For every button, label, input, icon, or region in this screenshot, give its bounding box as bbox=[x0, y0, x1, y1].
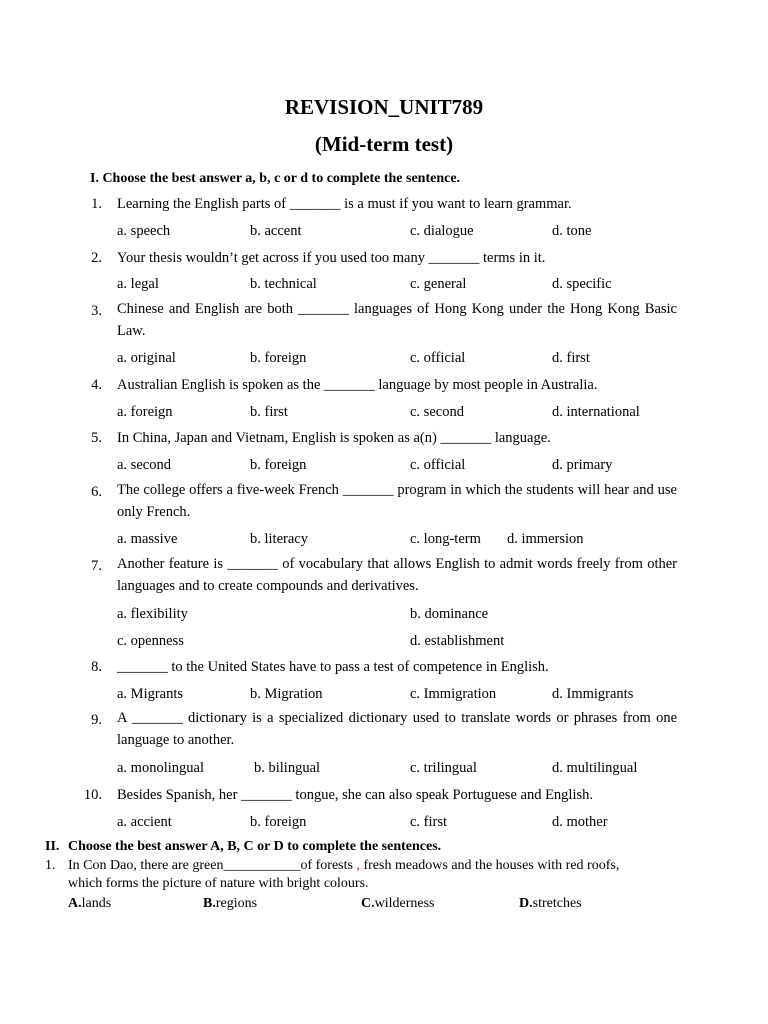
option: b. accent bbox=[250, 223, 302, 239]
question-number: 1. bbox=[45, 858, 56, 873]
option: c. Immigration bbox=[410, 686, 497, 702]
question-text: _______ to the United States have to pass a test of competence in English. bbox=[117, 659, 549, 675]
option-word: regions bbox=[215, 896, 258, 911]
section-2-number: II. bbox=[45, 839, 60, 854]
option bbox=[361, 895, 435, 913]
option: c. dialogue bbox=[410, 223, 474, 239]
question-text-line-2: which forms the picture of nature with bright colours. bbox=[68, 876, 369, 891]
question-text: Learning the English parts of _______ is a must if you want to learn grammar. bbox=[117, 196, 572, 212]
option: c. trilingual bbox=[410, 760, 477, 776]
option-word: lands bbox=[81, 896, 112, 911]
option: b. dominance bbox=[410, 606, 489, 622]
option-word: wilderness bbox=[374, 896, 435, 911]
option: d. mother bbox=[552, 814, 608, 830]
option: d. first bbox=[552, 350, 590, 366]
option-letter: C. bbox=[361, 896, 375, 911]
question-number: 4. bbox=[91, 377, 102, 393]
question-number: 3. bbox=[91, 303, 102, 319]
option: a. second bbox=[117, 457, 171, 473]
option: b. Migration bbox=[250, 686, 323, 702]
question-number: 2. bbox=[91, 250, 102, 266]
option: c. official bbox=[410, 457, 466, 473]
question-text: Your thesis wouldn’t get across if you used too many _______ terms in it. bbox=[117, 250, 546, 266]
question-text: In China, Japan and Vietnam, English is spoken as a(n) _______ language. bbox=[117, 430, 551, 446]
question-text-part: fresh meadows and the houses with red roofs, bbox=[363, 858, 620, 873]
question-number: 6. bbox=[91, 484, 102, 500]
option: a. massive bbox=[117, 531, 178, 547]
question-text-part: In Con Dao, there are green___________of forests bbox=[68, 858, 353, 873]
option: b. foreign bbox=[250, 350, 307, 366]
document-title: REVISION_UNIT789 bbox=[284, 95, 484, 119]
option: d. establishment bbox=[410, 633, 505, 649]
section-1-heading: I. Choose the best answer a, b, c or d to complete the sentence. bbox=[90, 171, 461, 186]
question-number: 8. bbox=[91, 659, 102, 675]
option: a. legal bbox=[117, 276, 159, 292]
option: a. original bbox=[117, 350, 176, 366]
option: b. literacy bbox=[250, 531, 308, 547]
question-number: 1. bbox=[91, 196, 102, 212]
document-subtitle: (Mid-term test) bbox=[314, 132, 454, 156]
option: a. accient bbox=[117, 814, 172, 830]
option: d. Immigrants bbox=[552, 686, 634, 702]
option: a. foreign bbox=[117, 404, 173, 420]
section-2-heading: Choose the best answer A, B, C or D to complete the sentences. bbox=[68, 839, 442, 854]
option: d. international bbox=[552, 404, 640, 420]
option: a. monolingual bbox=[117, 760, 204, 776]
question-text: The college offers a five-week French _______ program in which the students will hear and use only French. bbox=[117, 482, 677, 520]
option-letter: B. bbox=[203, 896, 216, 911]
option: c. long-term bbox=[410, 531, 481, 547]
question-number: 7. bbox=[91, 558, 102, 574]
option: d. multilingual bbox=[552, 760, 638, 776]
option: b. first bbox=[250, 404, 288, 420]
option: b. foreign bbox=[250, 457, 307, 473]
option: d. primary bbox=[552, 457, 613, 473]
option: d. immersion bbox=[507, 531, 584, 547]
question-text: Chinese and English are both _______ languages of Hong Kong under the Hong Kong Basic Law. bbox=[117, 301, 677, 339]
option: c. second bbox=[410, 404, 464, 420]
question-text: Besides Spanish, her _______ tongue, she can also speak Portuguese and English. bbox=[117, 787, 594, 803]
option-word: stretches bbox=[532, 896, 582, 911]
option: c. general bbox=[410, 276, 467, 292]
option: c. openness bbox=[117, 633, 184, 649]
question-text: A _______ dictionary is a specialized dictionary used to translate words or phrases from one language to another. bbox=[117, 710, 677, 748]
option: c. official bbox=[410, 350, 466, 366]
option bbox=[203, 895, 257, 913]
option: b. bilingual bbox=[254, 760, 321, 776]
option-letter: D. bbox=[519, 896, 533, 911]
option: a. flexibility bbox=[117, 606, 188, 622]
question-text: Another feature is _______ of vocabulary that allows English to admit words freely from other languages and to create compounds and derivatives. bbox=[117, 556, 677, 594]
question-text: Australian English is spoken as the _______ language by most people in Australia. bbox=[117, 377, 598, 393]
option: a. Migrants bbox=[117, 686, 184, 702]
option bbox=[68, 895, 111, 913]
option bbox=[519, 895, 582, 913]
option: a. speech bbox=[117, 223, 171, 239]
option-letter: A. bbox=[68, 896, 82, 911]
question-number: 5. bbox=[91, 430, 102, 446]
option: d. tone bbox=[552, 223, 592, 239]
option: d. specific bbox=[552, 276, 612, 292]
question-number: 9. bbox=[91, 712, 102, 728]
option: b. foreign bbox=[250, 814, 307, 830]
option: b. technical bbox=[250, 276, 317, 292]
question-number: 10. bbox=[83, 787, 102, 803]
red-comma: , bbox=[356, 858, 360, 873]
question-text-line-1 bbox=[68, 857, 619, 875]
option: c. first bbox=[410, 814, 448, 830]
